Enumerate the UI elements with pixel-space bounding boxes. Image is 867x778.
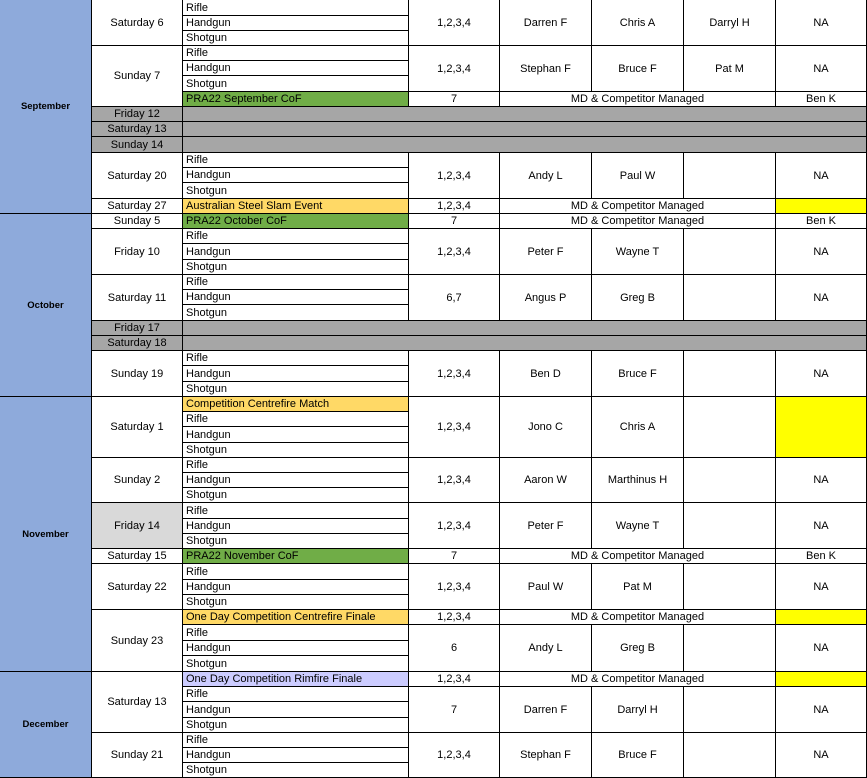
blocked-row <box>183 107 867 122</box>
rso-cell[interactable] <box>684 153 776 199</box>
ranges-cell[interactable]: 1,2,3,4 <box>409 153 500 199</box>
category-cell[interactable]: Shotgun <box>183 260 409 275</box>
category-cell[interactable]: Rifle <box>183 503 409 519</box>
ranges-cell[interactable]: 1,2,3,4 <box>409 564 500 610</box>
rso-cell[interactable]: Bruce F <box>592 733 684 778</box>
rso-cell[interactable]: Darryl H <box>684 0 776 46</box>
category-cell[interactable]: Handgun <box>183 580 409 595</box>
rso-cell[interactable]: Wayne T <box>592 503 684 549</box>
category-cell[interactable]: Handgun <box>183 168 409 183</box>
event-cell[interactable]: One Day Competition Centrefire Finale <box>183 610 409 625</box>
category-cell[interactable]: Handgun <box>183 427 409 443</box>
supervisor-cell[interactable]: NA <box>776 0 867 46</box>
category-cell[interactable]: Rifle <box>183 229 409 244</box>
category-cell[interactable]: Rifle <box>183 733 409 748</box>
category-cell[interactable]: Handgun <box>183 641 409 656</box>
category-cell[interactable]: Handgun <box>183 748 409 763</box>
managed-cell[interactable]: MD & Competitor Managed <box>500 549 776 564</box>
date-cell[interactable]: Saturday 11 <box>92 275 183 321</box>
rso-cell[interactable]: Peter F <box>500 229 592 275</box>
category-cell[interactable]: Rifle <box>183 458 409 473</box>
category-cell[interactable]: Rifle <box>183 625 409 641</box>
rso-cell[interactable]: Pat M <box>684 46 776 92</box>
category-cell[interactable]: Rifle <box>183 275 409 290</box>
rso-cell[interactable]: Marthinus H <box>592 458 684 503</box>
category-cell[interactable]: Shotgun <box>183 763 409 778</box>
date-cell[interactable]: Sunday 19 <box>92 351 183 397</box>
rso-cell[interactable]: Wayne T <box>592 229 684 275</box>
category-cell[interactable]: Rifle <box>183 687 409 702</box>
date-cell[interactable]: Saturday 1 <box>92 397 183 458</box>
supervisor-cell[interactable] <box>776 610 867 625</box>
category-cell[interactable]: Handgun <box>183 244 409 260</box>
date-cell[interactable]: Sunday 5 <box>92 214 183 229</box>
category-cell[interactable]: Handgun <box>183 61 409 76</box>
category-cell[interactable]: Shotgun <box>183 443 409 458</box>
category-cell[interactable]: Shotgun <box>183 656 409 672</box>
rso-cell[interactable]: Greg B <box>592 275 684 321</box>
ranges-cell[interactable]: 1,2,3,4 <box>409 458 500 503</box>
rso-cell[interactable]: Bruce F <box>592 46 684 92</box>
rso-cell[interactable]: Darren F <box>500 687 592 733</box>
rso-cell[interactable]: Chris A <box>592 397 684 458</box>
category-cell[interactable]: Shotgun <box>183 534 409 549</box>
supervisor-cell[interactable] <box>776 672 867 687</box>
date-cell[interactable]: Sunday 23 <box>92 610 183 672</box>
supervisor-cell[interactable]: NA <box>776 503 867 549</box>
managed-cell[interactable]: MD & Competitor Managed <box>500 610 776 625</box>
rso-cell[interactable] <box>684 397 776 458</box>
supervisor-cell[interactable] <box>776 397 867 458</box>
ranges-cell[interactable]: 6 <box>409 625 500 672</box>
category-cell[interactable]: Handgun <box>183 290 409 305</box>
date-cell[interactable]: Sunday 7 <box>92 46 183 107</box>
category-cell[interactable]: Handgun <box>183 16 409 31</box>
date-cell[interactable]: Friday 12 <box>92 107 183 122</box>
blocked-row <box>183 122 867 137</box>
rso-cell[interactable] <box>684 229 776 275</box>
category-cell[interactable]: Rifle <box>183 412 409 427</box>
month-cell[interactable]: December <box>0 672 92 778</box>
blocked-row <box>183 321 867 336</box>
rso-cell[interactable]: Stephan F <box>500 46 592 92</box>
ranges-cell[interactable]: 1,2,3,4 <box>409 0 500 46</box>
category-cell[interactable]: Rifle <box>183 564 409 580</box>
supervisor-cell[interactable]: NA <box>776 46 867 92</box>
managed-cell[interactable]: MD & Competitor Managed <box>500 199 776 214</box>
supervisor-cell[interactable]: NA <box>776 733 867 778</box>
supervisor-cell[interactable]: NA <box>776 458 867 503</box>
category-cell[interactable]: Rifle <box>183 46 409 61</box>
date-cell[interactable]: Sunday 14 <box>92 137 183 153</box>
supervisor-cell[interactable] <box>776 199 867 214</box>
category-cell[interactable]: Shotgun <box>183 488 409 503</box>
supervisor-cell[interactable]: NA <box>776 275 867 321</box>
date-cell[interactable]: Sunday 21 <box>92 733 183 778</box>
rso-cell[interactable] <box>684 733 776 778</box>
supervisor-cell[interactable]: NA <box>776 564 867 610</box>
ranges-cell[interactable]: 1,2,3,4 <box>409 351 500 397</box>
category-cell[interactable]: Shotgun <box>183 76 409 92</box>
rso-cell[interactable] <box>684 687 776 733</box>
ranges-cell[interactable]: 7 <box>409 549 500 564</box>
month-cell[interactable]: November <box>0 397 92 672</box>
ranges-cell[interactable]: 1,2,3,4 <box>409 397 500 458</box>
date-cell[interactable]: Saturday 6 <box>92 0 183 46</box>
ranges-cell[interactable]: 1,2,3,4 <box>409 46 500 92</box>
rso-cell[interactable]: Greg B <box>592 625 684 672</box>
rso-cell[interactable] <box>684 564 776 610</box>
supervisor-cell[interactable]: NA <box>776 153 867 199</box>
event-cell[interactable]: One Day Competition Rimfire Finale <box>183 672 409 687</box>
date-cell[interactable]: Friday 10 <box>92 229 183 275</box>
category-cell[interactable]: Handgun <box>183 366 409 382</box>
ranges-cell[interactable]: 7 <box>409 92 500 107</box>
category-cell[interactable]: Handgun <box>183 473 409 488</box>
rso-cell[interactable]: Andy L <box>500 625 592 672</box>
category-cell[interactable]: Shotgun <box>183 31 409 46</box>
date-cell[interactable]: Saturday 15 <box>92 549 183 564</box>
rso-cell[interactable]: Aaron W <box>500 458 592 503</box>
ranges-cell[interactable]: 1,2,3,4 <box>409 229 500 275</box>
rso-cell[interactable] <box>684 351 776 397</box>
date-cell[interactable]: Sunday 2 <box>92 458 183 503</box>
event-cell[interactable]: PRA22 November CoF <box>183 549 409 564</box>
rso-cell[interactable] <box>684 503 776 549</box>
date-cell[interactable]: Saturday 22 <box>92 564 183 610</box>
event-cell[interactable]: Australian Steel Slam Event <box>183 199 409 214</box>
rso-cell[interactable]: Stephan F <box>500 733 592 778</box>
ranges-cell[interactable]: 7 <box>409 214 500 229</box>
blocked-row <box>183 336 867 351</box>
rso-cell[interactable]: Bruce F <box>592 351 684 397</box>
rso-cell[interactable]: Peter F <box>500 503 592 549</box>
rso-cell[interactable]: Darren F <box>500 0 592 46</box>
supervisor-cell[interactable]: NA <box>776 351 867 397</box>
rso-cell[interactable]: Jono C <box>500 397 592 458</box>
rso-cell[interactable] <box>684 275 776 321</box>
ranges-cell[interactable]: 1,2,3,4 <box>409 199 500 214</box>
category-cell[interactable]: Shotgun <box>183 718 409 733</box>
category-cell[interactable]: Handgun <box>183 519 409 534</box>
month-cell[interactable]: September <box>0 0 92 214</box>
rso-cell[interactable]: Darryl H <box>592 687 684 733</box>
category-cell[interactable]: Handgun <box>183 702 409 718</box>
supervisor-cell[interactable]: Ben K <box>776 214 867 229</box>
category-cell[interactable]: Rifle <box>183 153 409 168</box>
date-cell[interactable]: Saturday 27 <box>92 199 183 214</box>
ranges-cell[interactable]: 1,2,3,4 <box>409 503 500 549</box>
managed-cell[interactable]: MD & Competitor Managed <box>500 214 776 229</box>
date-cell[interactable]: Friday 17 <box>92 321 183 336</box>
rso-cell[interactable]: Andy L <box>500 153 592 199</box>
rso-cell[interactable]: Angus P <box>500 275 592 321</box>
supervisor-cell[interactable]: NA <box>776 229 867 275</box>
category-cell[interactable]: Shotgun <box>183 382 409 397</box>
ranges-cell[interactable]: 6,7 <box>409 275 500 321</box>
blocked-row <box>183 137 867 153</box>
ranges-cell[interactable]: 1,2,3,4 <box>409 672 500 687</box>
category-cell[interactable]: Shotgun <box>183 183 409 199</box>
supervisor-cell[interactable]: Ben K <box>776 92 867 107</box>
managed-cell[interactable]: MD & Competitor Managed <box>500 672 776 687</box>
event-cell[interactable]: PRA22 October CoF <box>183 214 409 229</box>
ranges-cell[interactable]: 7 <box>409 687 500 733</box>
managed-cell[interactable]: MD & Competitor Managed <box>500 92 776 107</box>
ranges-cell[interactable]: 1,2,3,4 <box>409 610 500 625</box>
event-cell[interactable]: PRA22 September CoF <box>183 92 409 107</box>
category-cell[interactable]: Shotgun <box>183 595 409 610</box>
category-cell[interactable]: Shotgun <box>183 305 409 321</box>
date-cell[interactable]: Saturday 13 <box>92 672 183 733</box>
category-cell[interactable]: Rifle <box>183 351 409 366</box>
rso-cell[interactable]: Paul W <box>500 564 592 610</box>
category-cell[interactable]: Rifle <box>183 0 409 16</box>
rso-cell[interactable]: Chris A <box>592 0 684 46</box>
date-cell[interactable] <box>92 92 183 107</box>
rso-cell[interactable]: Paul W <box>592 153 684 199</box>
rso-cell[interactable] <box>684 458 776 503</box>
date-cell[interactable]: Saturday 20 <box>92 153 183 199</box>
date-cell[interactable]: Saturday 13 <box>92 122 183 137</box>
supervisor-cell[interactable]: NA <box>776 625 867 672</box>
ranges-cell[interactable]: 1,2,3,4 <box>409 733 500 778</box>
supervisor-cell[interactable]: Ben K <box>776 549 867 564</box>
month-cell[interactable]: October <box>0 214 92 397</box>
date-cell[interactable]: Friday 14 <box>92 503 183 549</box>
date-cell[interactable]: Saturday 18 <box>92 336 183 351</box>
supervisor-cell[interactable]: NA <box>776 687 867 733</box>
rso-cell[interactable]: Pat M <box>592 564 684 610</box>
rso-cell[interactable] <box>684 625 776 672</box>
event-cell[interactable]: Competition Centrefire Match <box>183 397 409 412</box>
rso-cell[interactable]: Ben D <box>500 351 592 397</box>
